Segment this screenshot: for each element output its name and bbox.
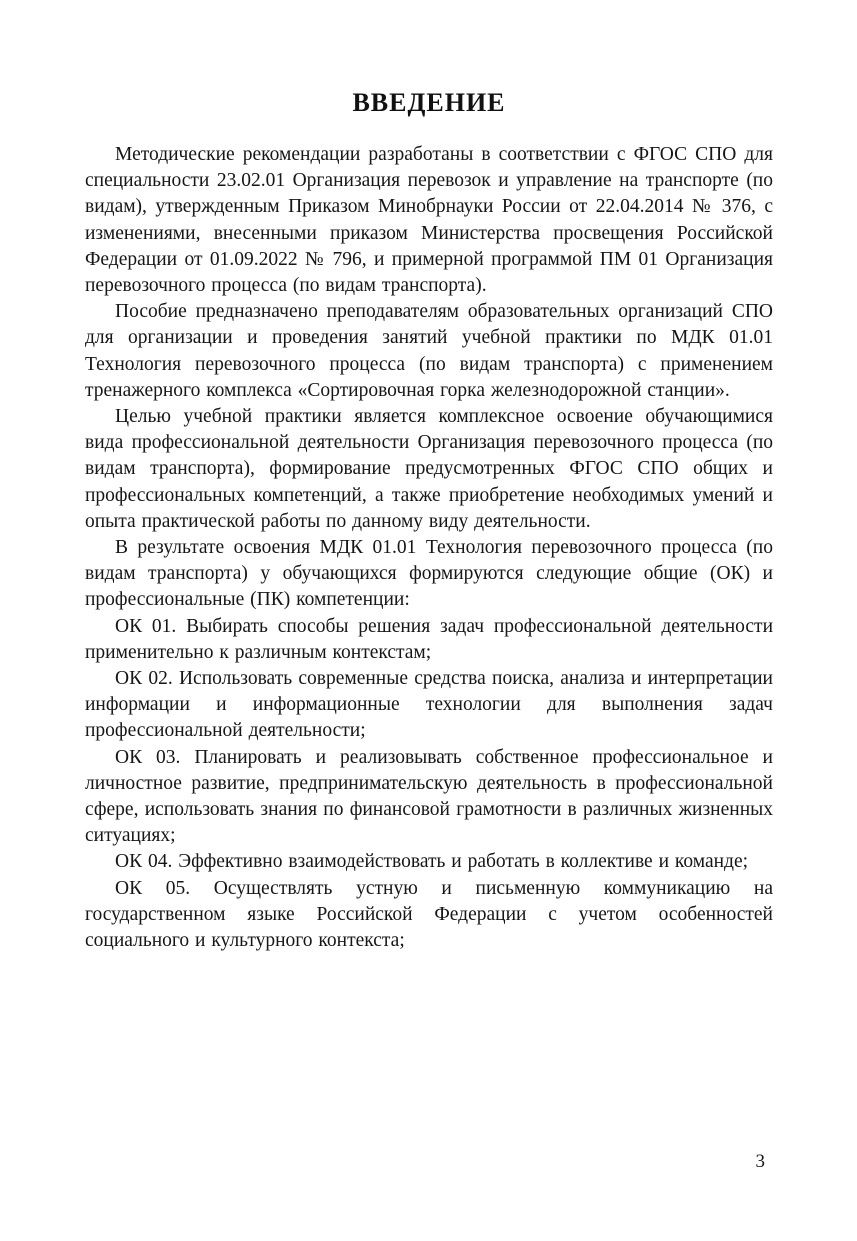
paragraph: ОК 03. Планировать и реализовывать собственное профессиональное и личностное развитие, предпринимательскую деятельность в профессиональной сфере, использовать знания по финансовой грамотности в различных жизненных ситуациях;: [85, 746, 773, 847]
page-content: [85, 88, 773, 954]
paragraph: В результате освоения МДК 01.01 Технология перевозочного процесса (по видам транспорта) у обучающихся формируются следующие общие (ОК) и профессиональные (ПК) компетенции:: [85, 537, 773, 611]
paragraph: ОК 04. Эффективно взаимодействовать и работать в коллективе и команде;: [115, 851, 749, 873]
paragraph: ОК 01. Выбирать способы решения задач профессиональной деятельности применительно к различным контекстам;: [85, 615, 773, 663]
paragraph: Методические рекомендации разработаны в соответствии с ФГОС СПО для специальности 23.02.01 Организация перевозок и управление на транспорте (по видам), утвержденным Приказом Минобрнауки России от 22.04.2014 № 376, с изменениями, внесенными приказом Министерства просвещения Российской Федерации от 01.09.2022 № 796, и примерной программой ПМ 01 Организация перевозочного процесса (по видам транспорта).: [85, 144, 773, 297]
paragraph: ОК 02. Использовать современные средства поиска, анализа и интерпретации информации и информационные технологии для выполнения задач профессиональной деятельности;: [85, 668, 773, 742]
paragraph: Целью учебной практики является комплексное освоение обучающимися вида профессиональной деятельности Организация перевозочного процесса (по видам транспорта), формирование предусмотренных ФГОС СПО общих и профессиональных компетенций, а также приобретение необходимых умений и опыта практической работы по данному виду деятельности.: [85, 406, 773, 532]
paragraph: ОК 05. Осуществлять устную и письменную коммуникацию на государственном языке Российской Федерации с учетом особенностей социального и культурного контекста;: [85, 877, 773, 952]
body-text: [85, 142, 773, 954]
page-title: ВВЕДЕНИЕ: [352, 88, 506, 117]
paragraph: Пособие предназначено преподавателям образовательных организаций СПО для организации и проведения занятий учебной практики по МДК 01.01 Технология перевозочного процесса (по видам транспорта) с применением тренажерного комплекса «Сортировочная горка железнодорожной станции».: [85, 301, 773, 401]
page-number: 3: [755, 1151, 765, 1172]
